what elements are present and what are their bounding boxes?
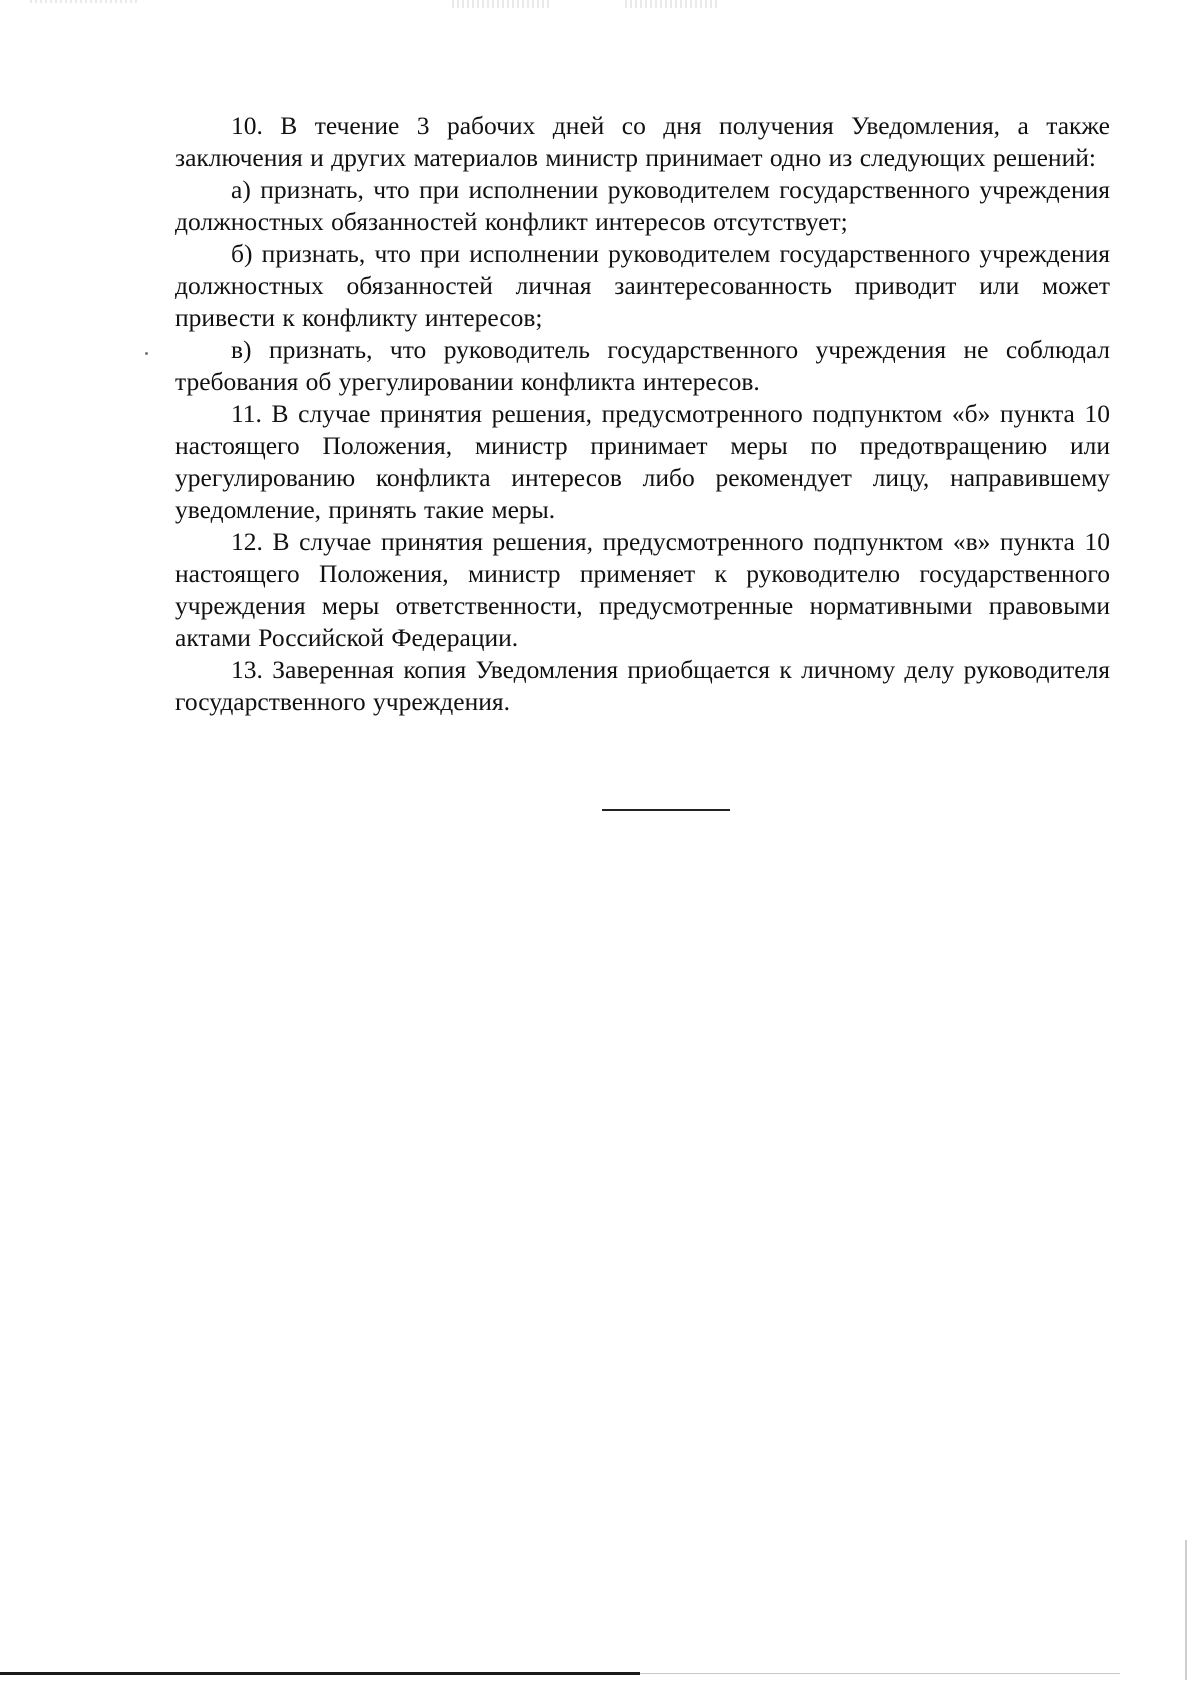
scan-bottom-edge [0,1672,640,1675]
scan-bottom-edge-faint [640,1673,1120,1674]
scan-artifact [30,0,140,3]
paragraph-12: 12. В случае принятия решения, предусмотренного подпунктом «в» пункта 10 настоящего Положения, министр применяет к руководителю государственного учреждения меры ответственности, предусмотренные нормативными правовыми актами Российской Федерации. [175,527,1110,652]
scan-artifact [625,0,717,8]
paragraph-10-b: б) признать, что при исполнении руководителем государственного учреждения должностных обязанностей личная заинтересованность приводит или может привести к конфликту интересов; [175,239,1110,332]
document-body [175,110,1110,718]
paragraph-10-v: в) признать, что руководитель государственного учреждения не соблюдал требования об урегулировании конфликта интересов. [175,335,1110,396]
paragraph-11: 11. В случае принятия решения, предусмотренного подпунктом «б» пункта 10 настоящего Положения, министр принимает меры по предотвращению или урегулированию конфликта интересов либо рекомендует лицу, направившему уведомление, принять такие меры. [175,399,1110,524]
scan-right-edge [1185,1540,1187,1680]
paragraph-13: 13. Заверенная копия Уведомления приобщается к личному делу руководителя государственного учреждения. [175,655,1110,716]
end-of-document-rule [602,809,730,811]
paragraph-10: 10. В течение 3 рабочих дней со дня получения Уведомления, а также заключения и других материалов министр принимает одно из следующих решений: [175,111,1110,172]
scan-artifact [452,0,552,8]
scan-speck [145,352,148,355]
paragraph-10-a: а) признать, что при исполнении руководителем государственного учреждения должностных обязанностей конфликт интересов отсутствует; [175,175,1110,236]
